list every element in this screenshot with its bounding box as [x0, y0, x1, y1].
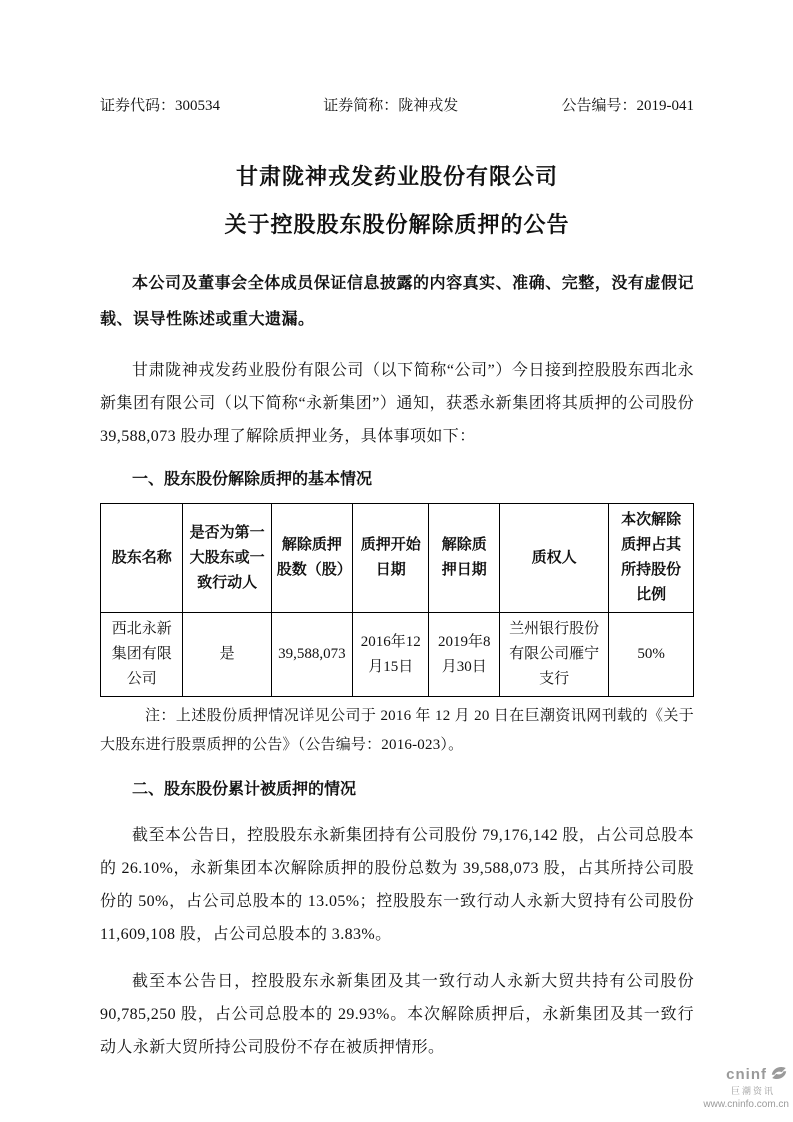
section2-heading: 二、股东股份累计被质押的情况: [132, 781, 357, 798]
table-header-row: [101, 504, 694, 613]
cninfo-watermark: [703, 1064, 789, 1110]
section2-paragraph-2: 截至本公告日，控股股东永新集团及其一致行动人永新大贸共持有公司股份 90,785,250 股，占公司总股本的 29.93%。本次解除质押后，永新集团及其一致行动人永新大贸所持公司股份不存在被质押情形。: [100, 973, 694, 1056]
col-release-date: 解除质押日期: [429, 504, 500, 613]
pledge-release-table: [100, 503, 694, 697]
col-pledgee: 质权人: [500, 504, 609, 613]
cell-shares-released: 39,588,073: [271, 613, 352, 697]
cninfo-brand-row: [703, 1064, 789, 1087]
cninfo-brand-text: cninf: [726, 1065, 767, 1083]
disclaimer-paragraph: 本公司及董事会全体成员保证信息披露的内容真实、准确、完整，没有虚假记载、误导性陈述或重大遗漏。: [100, 275, 694, 328]
title-block: [100, 153, 694, 249]
cninfo-url: www.cninfo.com.cn: [703, 1099, 789, 1110]
col-ratio-of-holding: 本次解除质押占其所持股份比例: [609, 504, 694, 613]
cell-pledgee: 兰州银行股份有限公司雁宁支行: [500, 613, 609, 697]
stock-code: 证券代码：300534: [100, 98, 221, 114]
table-note: 注：上述股份质押情况详见公司于 2016 年 12 月 20 日在巨潮资讯网刊载的《关于大股东进行股票质押的公告》（公告编号：2016-023）。: [100, 708, 694, 753]
cell-is-largest-shareholder: 是: [183, 613, 271, 697]
section1-heading: 一、股东股份解除质押的基本情况: [132, 471, 373, 488]
cninfo-swirl-icon: [769, 1064, 789, 1087]
table-row: [101, 613, 694, 697]
cell-ratio-of-holding: 50%: [609, 613, 694, 697]
cell-release-date: 2019年8月30日: [429, 613, 500, 697]
cell-shareholder-name: 西北永新集团有限公司: [101, 613, 183, 697]
document-header: [100, 97, 694, 115]
section2-paragraph-1: 截至本公告日，控股股东永新集团持有公司股份 79,176,142 股，占公司总股本的 26.10%，永新集团本次解除质押的股份总数为 39,588,073 股，占其所持公司股份的 50%，占公司总股本的 13.05%；控股股东一致行动人永新大贸持有公司股份 11,609,108 股，占公司总股本的 3.83%。: [100, 827, 694, 943]
announcement-title: 关于控股股东股份解除质押的公告: [224, 212, 570, 237]
announcement-number: 公告编号：2019-041: [561, 98, 694, 114]
col-is-largest-shareholder: 是否为第一大股东或一致行动人: [183, 504, 271, 613]
intro-paragraph: 甘肃陇神戎发药业股份有限公司（以下简称“公司”）今日接到控股股东西北永新集团有限公司（以下简称“永新集团”）通知，获悉永新集团将其质押的公司股份 39,588,073 股办理了解除质押业务，具体事项如下：: [100, 362, 694, 445]
col-shares-released: 解除质押股数（股）: [271, 504, 352, 613]
stock-name: 证券简称：陇神戎发: [323, 98, 459, 114]
cell-pledge-start-date: 2016年12月15日: [353, 613, 429, 697]
col-pledge-start-date: 质押开始日期: [353, 504, 429, 613]
col-shareholder-name: 股东名称: [101, 504, 183, 613]
company-name-title: 甘肃陇神戎发药业股份有限公司: [235, 164, 558, 189]
cninfo-chinese-name: 巨潮资讯: [730, 1086, 775, 1097]
